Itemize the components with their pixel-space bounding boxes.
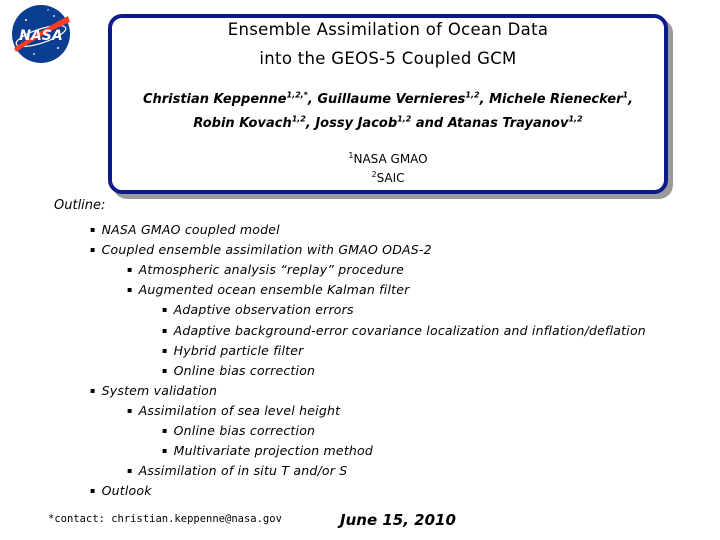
affiliation-name: SAIC [376,171,405,185]
outline-item-text: Hybrid particle filter [173,343,304,358]
outline-heading: Outline: [54,198,106,213]
author-affiliation-marks: 1,2 [568,114,583,124]
bullet-icon: ▪ [162,346,168,355]
outline-item-text: NASA GMAO coupled model [101,222,280,237]
author-separator: , [479,92,490,107]
bullet-icon: ▪ [127,265,133,274]
bullet-icon: ▪ [90,486,96,495]
author-name: Guillaume Vernieres [317,92,466,107]
affiliation-number: 1 [348,151,354,160]
outline-item-text: Assimilation of sea level height [138,403,341,418]
affiliation-2 [112,171,664,185]
affiliation-name: NASA GMAO [353,152,428,166]
author-name: Christian Keppenne [142,92,287,107]
outline-item-text: Augmented ocean ensemble Kalman filter [138,282,410,297]
outline-item-text: Adaptive observation errors [173,302,354,317]
author-affiliation-marks: 1,2 [291,114,306,124]
author-separator: , [305,116,316,131]
author-separator: and [411,116,448,131]
outline-item-text: Online bias correction [173,423,316,438]
author-affiliation-marks: 1,2 [397,114,412,124]
bullet-icon: ▪ [90,386,96,395]
outline-item [162,302,354,317]
affiliation-number: 2 [371,170,377,179]
outline-item-text: Online bias correction [173,363,316,378]
bullet-icon: ▪ [127,285,133,294]
outline-item [90,483,152,498]
outline-item-text: Multivariate projection method [173,443,374,458]
title-box [108,14,668,194]
outline-item [162,343,303,358]
contact-email: *contact: christian.keppenne@nasa.gov [48,513,282,525]
outline-item [162,443,373,458]
bullet-icon: ▪ [162,366,168,375]
bullet-icon: ▪ [162,326,168,335]
author-name: Robin Kovach [193,116,292,131]
outline-item [127,463,347,478]
presentation-date: June 15, 2010 [340,511,456,529]
author-separator: , [307,92,318,107]
authors-line-1 [112,92,664,107]
outline-item [127,403,340,418]
affiliation-1 [112,152,664,166]
authors-line-2 [112,116,664,131]
outline-item [90,222,280,237]
outline-item-text: System validation [101,383,218,398]
bullet-icon: ▪ [162,446,168,455]
author-affiliation-marks: 1,2 [465,90,480,100]
author-affiliation-marks: 1,2,* [286,90,308,100]
outline-item-text: Adaptive background-error covariance localization and inflation/deflation [173,323,646,338]
outline-item [90,383,217,398]
outline-item [162,363,315,378]
outline-item-text: Outlook [101,483,152,498]
outline-item [127,282,409,297]
outline-item-text: Coupled ensemble assimilation with GMAO ODAS-2 [101,242,432,257]
author-affiliation-marks: 1 [622,90,629,100]
bullet-icon: ▪ [127,466,133,475]
title-line-2: into the GEOS-5 Coupled GCM [259,49,517,68]
outline-item [127,262,404,277]
author-separator: , [628,92,634,107]
nasa-logo-icon [8,2,74,66]
title-line-1: Ensemble Assimilation of Ocean Data [227,20,549,39]
bullet-icon: ▪ [162,305,168,314]
author-name: Michele Rienecker [489,92,623,107]
author-name: Atanas Trayanov [447,116,569,131]
outline-item [162,423,315,438]
outline-item-text: Assimilation of in situ T and/or S [138,463,348,478]
outline-item [90,242,432,257]
bullet-icon: ▪ [127,406,133,415]
bullet-icon: ▪ [90,225,96,234]
nasa-logo-text: NASA [19,28,63,44]
bullet-icon: ▪ [90,245,96,254]
outline-item-text: Atmospheric analysis “replay” procedure [138,262,404,277]
bullet-icon: ▪ [162,426,168,435]
author-name: Jossy Jacob [315,116,398,131]
outline-item [162,323,646,338]
